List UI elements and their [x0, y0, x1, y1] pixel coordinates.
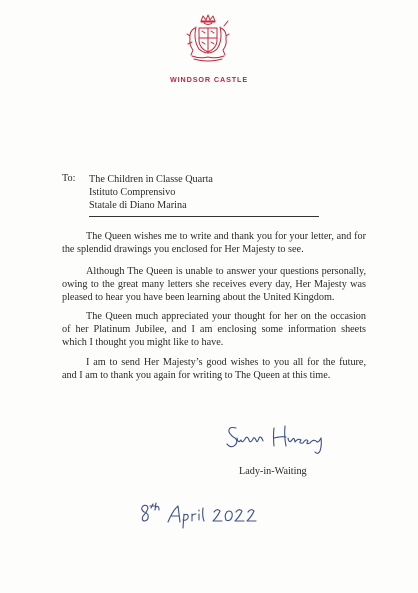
body-paragraph: The Queen much appreciated your thought for her on the occasion of her Platinum Jubilee, and I am enclosing some information sheets which I thought you might like to have. [62, 311, 366, 348]
body-paragraph: Although The Queen is unable to answer your questions personally, owing to the great many letters she receives every day, Her Majesty was pleased to hear you have been learning about the United Kingdom. [62, 266, 366, 303]
address-line: Istituto Comprensivo [89, 187, 176, 198]
royal-coat-of-arms-icon [183, 12, 233, 64]
recipient-address [89, 173, 213, 212]
handwritten-date [138, 500, 268, 530]
signatory-role: Lady-in-Waiting [239, 466, 307, 477]
recipient-label: To: [62, 173, 76, 184]
handwritten-signature [222, 418, 332, 458]
letterhead-title: WINDSOR CASTLE [169, 75, 249, 84]
address-divider [89, 216, 319, 217]
address-line: The Children in Classe Quarta [89, 174, 213, 185]
body-paragraph: The Queen wishes me to write and thank you for your letter, and for the splendid drawings you enclosed for Her Majesty to see. [62, 231, 366, 255]
body-paragraph: I am to send Her Majesty’s good wishes to you all for the future, and I am to thank you again for writing to The Queen at this time. [62, 357, 366, 381]
address-line: Statale di Diano Marina [89, 200, 187, 211]
